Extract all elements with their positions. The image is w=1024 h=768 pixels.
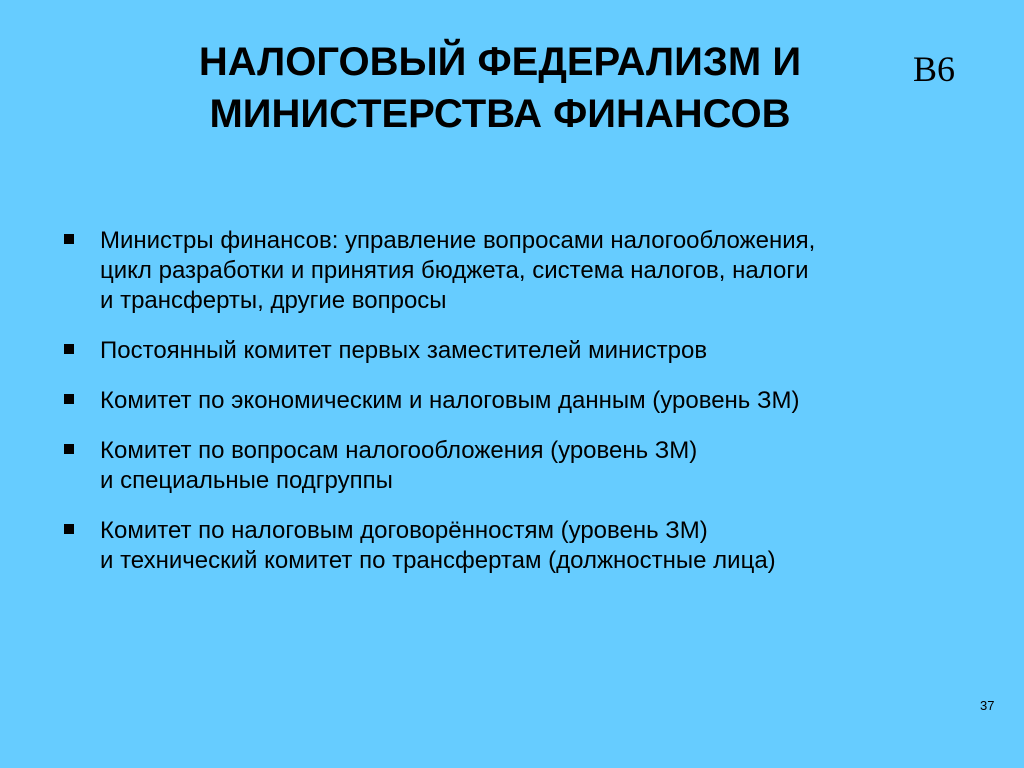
bullet-item [62, 226, 962, 316]
square-bullet-icon [64, 344, 74, 354]
bullet-text-line: и специальные подгруппы [100, 467, 393, 494]
bullet-list [62, 226, 962, 596]
square-bullet-icon [64, 524, 74, 534]
bullet-item [62, 436, 962, 496]
bullet-text-line: и технический комитет по трансфертам (должностные лица) [100, 547, 776, 574]
square-bullet-icon [64, 444, 74, 454]
bullet-text-line: Министры финансов: управление вопросами налогообложения, [100, 227, 816, 254]
slide-title [100, 36, 900, 140]
title-line: МИНИСТЕРСТВА ФИНАНСОВ [209, 92, 791, 136]
square-bullet-icon [64, 234, 74, 244]
bullet-text-line: Комитет по налоговым договорённостям (уровень ЗМ) [100, 517, 708, 544]
bullet-text-line: Комитет по вопросам налогообложения (уровень ЗМ) [100, 437, 698, 464]
bullet-text-line: цикл разработки и принятия бюджета, система налогов, налоги [100, 257, 809, 284]
page-number: 37 [980, 698, 995, 713]
bullet-text-line: Комитет по экономическим и налоговым данным (уровень ЗМ) [100, 387, 800, 414]
title-line: НАЛОГОВЫЙ ФЕДЕРАЛИЗМ И [198, 40, 802, 84]
slide-code-badge: В6 [913, 49, 956, 89]
bullet-item [62, 386, 962, 416]
bullet-text-line: и трансферты, другие вопросы [100, 287, 447, 314]
bullet-item [62, 516, 962, 576]
bullet-item [62, 336, 962, 366]
square-bullet-icon [64, 394, 74, 404]
bullet-text-line: Постоянный комитет первых заместителей министров [100, 337, 708, 364]
